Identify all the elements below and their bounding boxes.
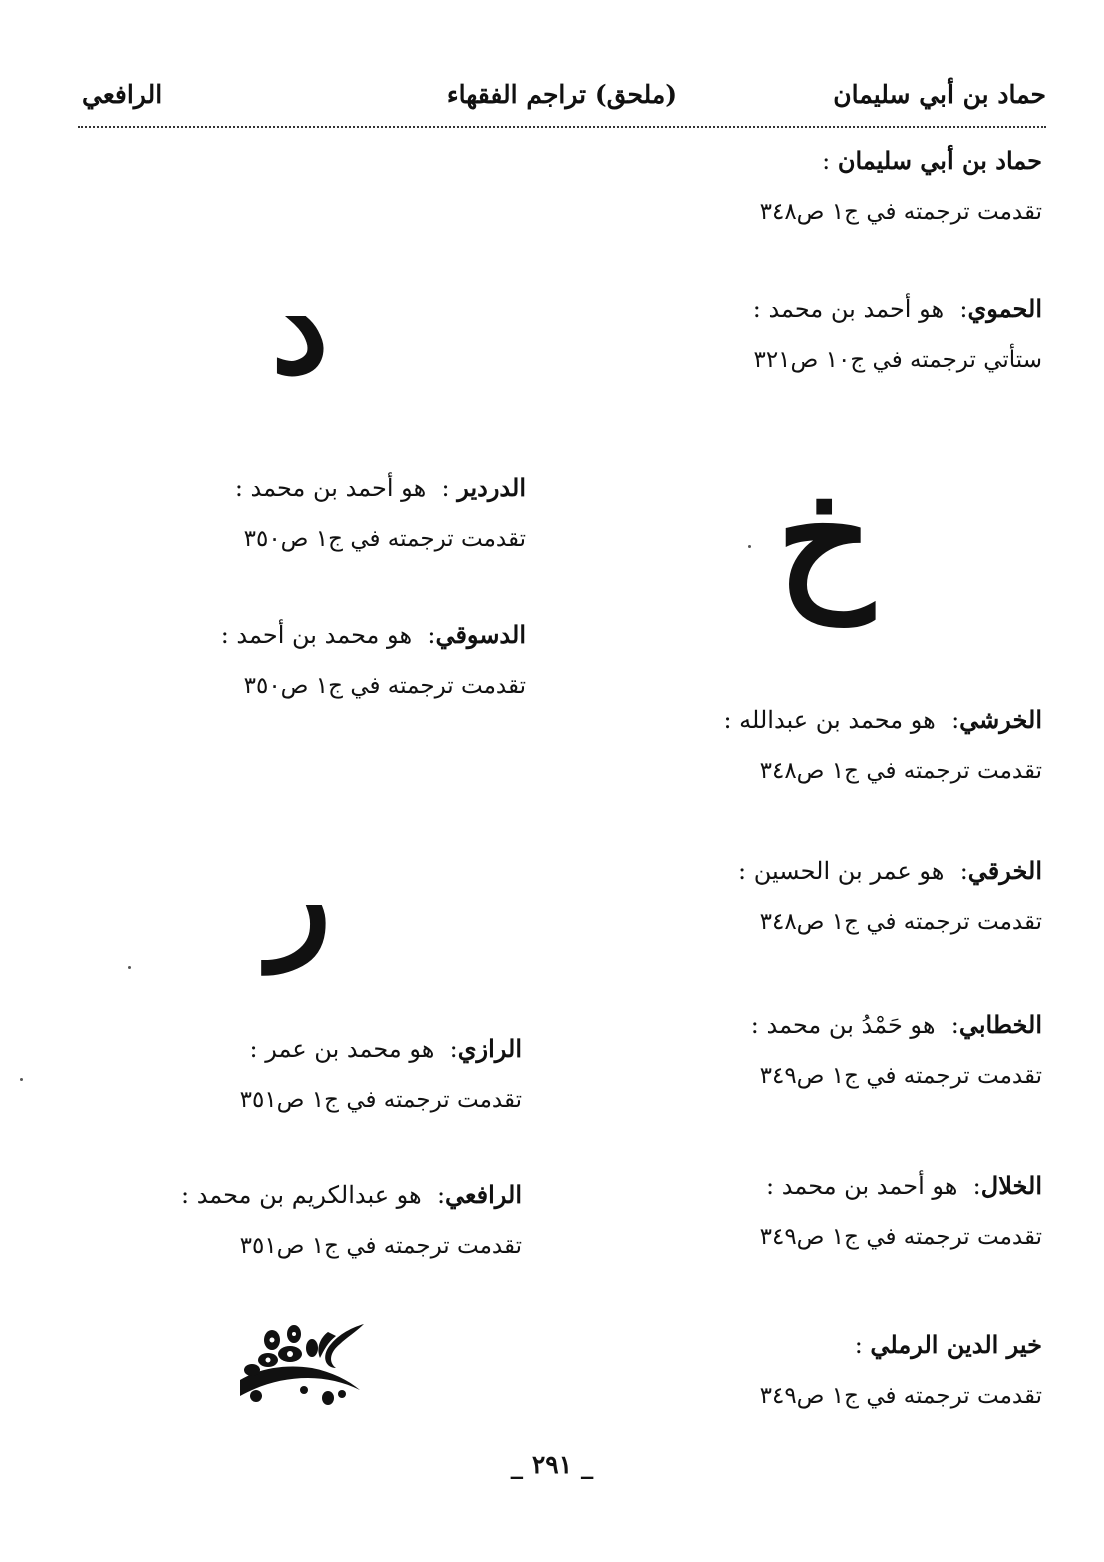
- entry-name: الخرشي: [959, 705, 1042, 734]
- entry-reference: تقدمت ترجمته في ج١ ص٣٤٨: [759, 199, 1042, 225]
- entry-reference: تقدمت ترجمته في ج١ ص٣٥٠: [243, 673, 526, 699]
- entry-identity: هو محمد بن أحمد: [236, 621, 413, 649]
- entry-name: الدردير: [457, 473, 526, 502]
- entry-name: الحموي: [967, 294, 1042, 323]
- entry-name: حماد بن أبي سليمان: [837, 146, 1042, 175]
- entry-kharashi: الخرشي: هو محمد بن عبدالله : تقدمت ترجمته في ج١ ص٣٤٨: [723, 695, 1042, 797]
- entry-dasuqi: الدسوقي: هو محمد بن أحمد : تقدمت ترجمته في ج١ ص٣٥٠: [221, 610, 526, 712]
- entry-identity: هو أحمد بن محمد: [768, 295, 945, 323]
- entry-name: الدسوقي: [435, 620, 526, 649]
- entry-dardir: الدردير : هو أحمد بن محمد : تقدمت ترجمته في ج١ ص٣٥٠: [235, 463, 526, 565]
- entry-reference: تقدمت ترجمته في ج١ ص٣٥١: [239, 1087, 522, 1113]
- entry-reference: ستأتي ترجمته في ج١٠ ص٣٢١: [753, 347, 1042, 373]
- entry-identity: هو أحمد بن محمد: [250, 474, 427, 502]
- entry-reference: تقدمت ترجمته في ج١ ص٣٤٨: [759, 909, 1042, 935]
- entry-name: الرازي: [457, 1034, 522, 1063]
- entry-khayr-al-din: خير الدين الرملي : تقدمت ترجمته في ج١ ص٣٤٩: [760, 1320, 1042, 1422]
- entry-hamawi: الحموي: هو أحمد بن محمد : ستأتي ترجمته في ج١٠ ص٣٢١: [753, 284, 1042, 386]
- section-letter-ra: ر: [268, 820, 332, 973]
- entry-reference: تقدمت ترجمته في ج١ ص٣٤٨: [759, 758, 1042, 784]
- entry-khiraqi: الخرقي: هو عمر بن الحسين : تقدمت ترجمته في ج١ ص٣٤٨: [738, 846, 1042, 948]
- floral-ornament-icon: [232, 1318, 372, 1408]
- entry-reference: تقدمت ترجمته في ج١ ص٣٤٩: [759, 1063, 1042, 1089]
- entry-identity: هو أحمد بن محمد: [781, 1172, 958, 1200]
- entry-razi: الرازي: هو محمد بن عمر : تقدمت ترجمته في ج١ ص٣٥١: [240, 1024, 522, 1126]
- section-letter-kha: خ: [776, 449, 874, 625]
- entry-khallal: الخلال: هو أحمد بن محمد : تقدمت ترجمته في ج١ ص٣٤٩: [760, 1161, 1042, 1263]
- entry-khattabi: الخطابي: هو حَمْدُ بن محمد : تقدمت ترجمته في ج١ ص٣٤٩: [751, 1000, 1042, 1102]
- scan-speck: [748, 545, 751, 548]
- entry-identity: هو محمد بن عبدالله: [739, 706, 936, 734]
- header-book-title: (ملحق) تراجم الفقهاء: [446, 80, 678, 109]
- entry-identity: هو عبدالكريم بن محمد: [196, 1181, 422, 1209]
- entry-rafii: الرافعي: هو عبدالكريم بن محمد : تقدمت ترجمته في ج١ ص٣٥١: [181, 1170, 522, 1272]
- running-header: [78, 72, 1046, 128]
- entry-reference: تقدمت ترجمته في ج١ ص٣٥٠: [243, 526, 526, 552]
- page-number: _ ٢٩١ _: [510, 1450, 594, 1479]
- entry-reference: تقدمت ترجمته في ج١ ص٣٥١: [239, 1233, 522, 1259]
- header-section-title: حماد بن أبي سليمان: [833, 80, 1046, 109]
- entry-name: الخلال: [980, 1171, 1042, 1200]
- entry-reference: تقدمت ترجمته في ج١ ص٣٤٩: [759, 1224, 1042, 1250]
- entry-identity: هو محمد بن عمر: [265, 1035, 435, 1063]
- entry-name: الخرقي: [967, 856, 1042, 885]
- scan-speck: [128, 966, 131, 969]
- header-last-entry: الرافعي: [82, 80, 163, 109]
- entry-hammad: حماد بن أبي سليمان : تقدمت ترجمته في ج١ ص٣٤٨: [760, 136, 1042, 238]
- entry-name: الخطابي: [958, 1010, 1042, 1039]
- entry-name: الرافعي: [445, 1180, 522, 1209]
- scan-speck: [20, 1078, 23, 1081]
- entry-reference: تقدمت ترجمته في ج١ ص٣٤٩: [759, 1383, 1042, 1409]
- entry-identity: هو عمر بن الحسين: [753, 857, 945, 885]
- entry-identity: هو حَمْدُ بن محمد: [766, 1011, 936, 1039]
- entry-name: خير الدين الرملي: [870, 1330, 1042, 1359]
- section-letter-dal: د: [271, 250, 329, 403]
